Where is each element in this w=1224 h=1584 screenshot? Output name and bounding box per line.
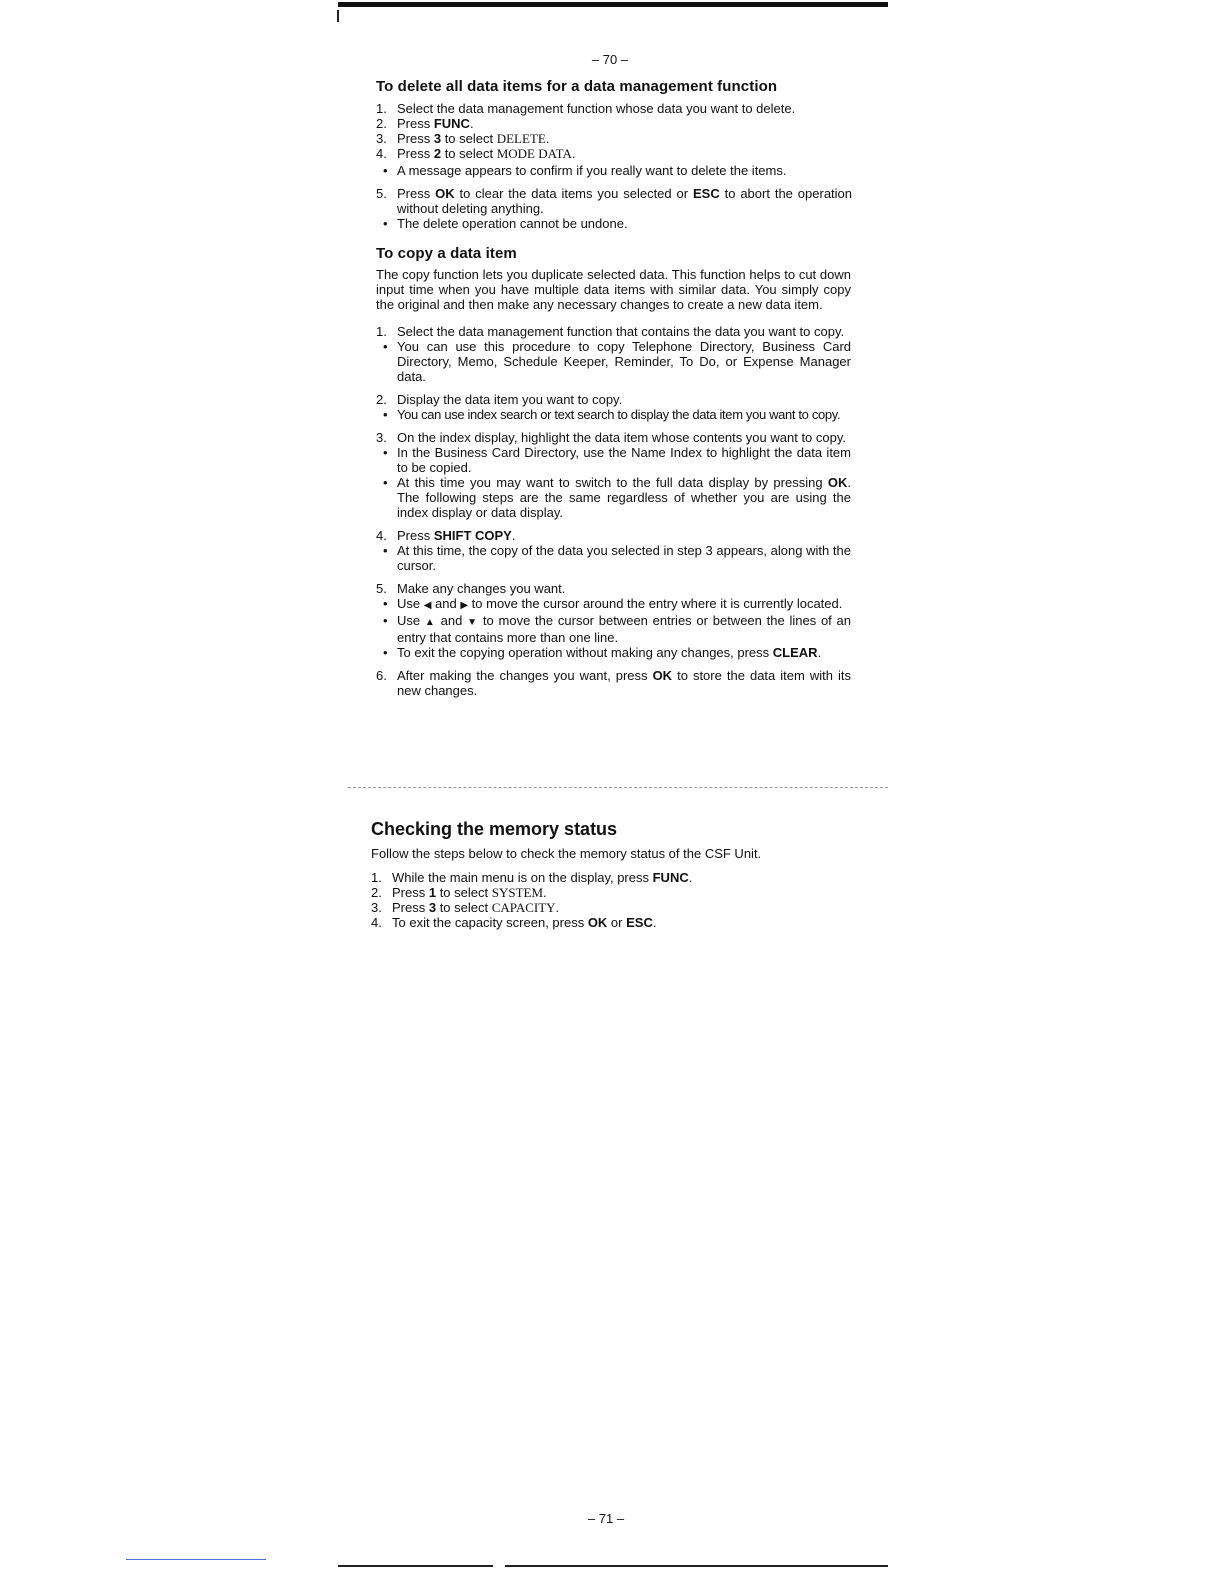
copy-step-1-bullet: • You can use this procedure to copy Telephone Directory, Business Card Directory, Memo, Schedule Keeper, Reminder, To Do, or Expense Manager data. (383, 339, 851, 384)
copy-step-5: 5. Make any changes you want. (376, 581, 566, 596)
copy-step-3: 3. On the index display, highlight the data item whose contents you want to copy. (376, 430, 847, 445)
memory-step-3: 3. Press 3 to select CAPACITY. (371, 900, 560, 915)
bottom-rule-right (505, 1565, 888, 1567)
page-number-bottom: – 71 – (587, 1511, 625, 1526)
memory-section-title: Checking the memory status (371, 819, 618, 839)
blue-scan-line (126, 1559, 266, 1560)
copy-section (376, 245, 851, 698)
down-arrow-icon: ▼ (467, 617, 479, 628)
delete-step-1: 1. Select the data management function whose data you want to delete. (376, 101, 796, 116)
page-number-top: – 70 – (591, 52, 629, 67)
left-tick-mark (337, 10, 339, 22)
delete-step-5: 5. Press OK to clear the data items you selected or ESC to abort the operation without deleting anything. (376, 186, 853, 216)
page-divider (348, 787, 888, 788)
copy-step-5-bullet-3: • To exit the copying operation without making any changes, press CLEAR. (383, 645, 822, 660)
left-arrow-icon: ◀ (423, 600, 432, 611)
copy-step-3-bullet-2: • At this time you may want to switch to the full data display by pressing OK. The following steps are the same regardless of whether you are using the index display or data display. (383, 475, 851, 520)
copy-step-2: 2. Display the data item you want to copy. (376, 392, 623, 407)
delete-bullet-1: • A message appears to confirm if you really want to delete the items. (383, 163, 787, 178)
copy-step-2-bullet: • You can use index search or text search to display the data item you want to copy. (383, 407, 841, 422)
copy-step-1: 1. Select the data management function that contains the data you want to copy. (376, 324, 845, 339)
copy-step-3-bullet-1: • In the Business Card Directory, use the Name Index to highlight the data item to be copied. (383, 445, 851, 475)
memory-step-2: 2. Press 1 to select SYSTEM. (371, 885, 547, 900)
copy-step-5-bullet-2: • Use ▲ and ▼ to move the cursor between entries or between the lines of an entry that contains more than one line. (383, 613, 851, 645)
delete-step-4: 4. Press 2 to select MODE DATA. (376, 146, 576, 161)
memory-step-4: 4. To exit the capacity screen, press OK or ESC. (371, 915, 657, 930)
top-rule (338, 2, 888, 7)
memory-intro: Follow the steps below to check the memory status of the CSF Unit. (371, 846, 762, 861)
memory-step-1: 1. While the main menu is on the display, press FUNC. (371, 870, 693, 885)
delete-section-title: To delete all data items for a data management function (376, 78, 778, 95)
copy-intro: The copy function lets you duplicate selected data. This function helps to cut down input time when you have multiple data items with similar data. You simply copy the original and then make any necessary changes to create a new data item. (376, 267, 851, 312)
copy-step-5-bullet-1: • Use ◀ and ▶ to move the cursor around the entry where it is currently located. (383, 596, 843, 611)
delete-bullet-2: • The delete operation cannot be undone. (383, 216, 628, 231)
copy-step-4: 4. Press SHIFT COPY. (376, 528, 516, 543)
bottom-rule-left (338, 1565, 493, 1567)
memory-section (371, 819, 851, 930)
delete-section (376, 78, 852, 231)
right-arrow-icon: ▶ (460, 600, 469, 611)
delete-step-2: 2. Press FUNC. (376, 116, 474, 131)
copy-section-title: To copy a data item (376, 245, 517, 262)
delete-step-3: 3. Press 3 to select DELETE. (376, 131, 550, 146)
up-arrow-icon: ▲ (424, 617, 436, 628)
copy-step-6: 6. After making the changes you want, press OK to store the data item with its new changes. (376, 668, 852, 698)
copy-step-4-bullet: • At this time, the copy of the data you selected in step 3 appears, along with the cursor. (383, 543, 851, 573)
